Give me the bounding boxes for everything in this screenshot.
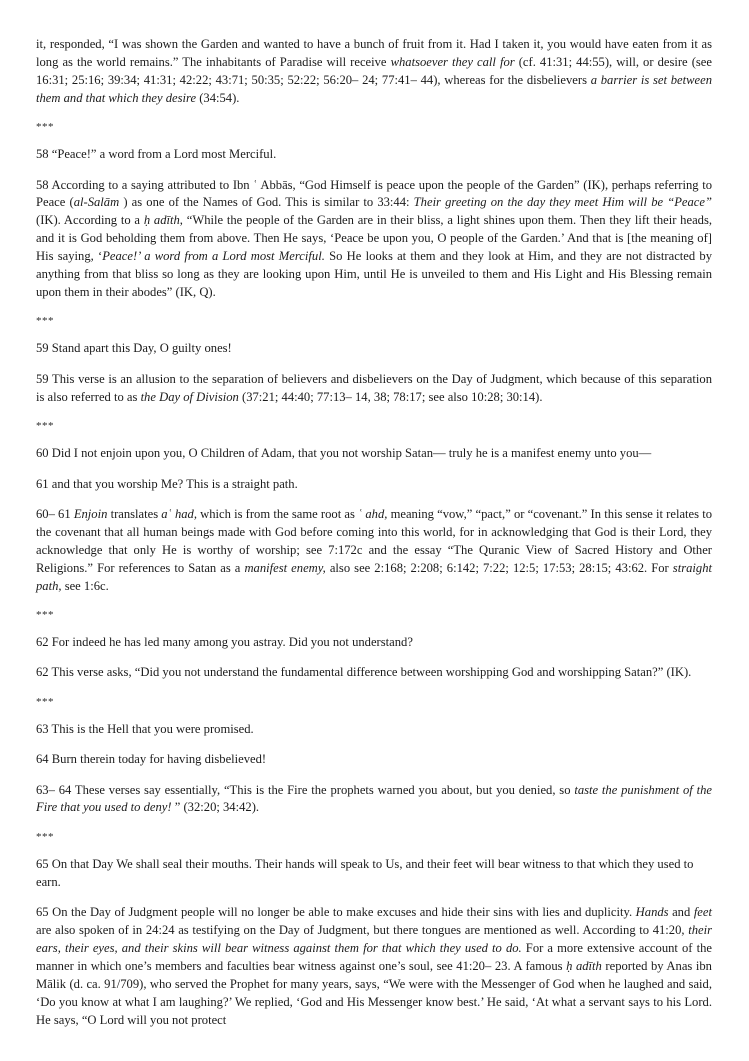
italic-run: Enjoin	[73, 506, 108, 521]
commentary-63-64	[36, 782, 712, 818]
text-run: 63– 64 These verses say essentially, “This is the Fire the prophets warned you about, but you denied, so	[36, 782, 575, 797]
italic-run: manifest enemy,	[244, 560, 326, 575]
text-run: 62 This verse asks, “Did you not understand the fundamental difference between worshipping God and worshipping Satan?” (IK).	[36, 665, 692, 680]
commentary-65	[36, 904, 712, 1029]
italic-run: ḥ adīth	[143, 213, 180, 228]
commentary-59	[36, 371, 712, 407]
italic-run: al-Salām	[73, 195, 120, 210]
verse-63	[36, 721, 712, 739]
verse-61	[36, 476, 712, 494]
italic-run: ḥ adīth	[566, 958, 602, 973]
text-run: see 1:6c.	[61, 578, 109, 593]
text-run: 59 Stand apart this Day, O guilty ones!	[36, 341, 232, 356]
section-separator: ***	[36, 420, 54, 433]
text-run: (34:54).	[196, 90, 240, 105]
text-run: ” (32:20; 34:42).	[171, 800, 260, 815]
text-run: are also spoken of in 24:24 as testifying on the Day of Judgment, but there tongues are mentioned as well. According to 41:20,	[36, 923, 689, 938]
italic-run: aʿ had,	[161, 506, 197, 521]
italic-run: their ears, their eyes, and their skins will bear witness against them for that which they used to do.	[36, 923, 712, 955]
italic-run: ʿ ahd,	[358, 506, 388, 521]
text-run: So He looks at them and they look at Him, and they are not distracted by anything from that bliss so long as they are looking upon Him, until He is unveiled to them and His Light and His Blessing remain upon them in their abodes” (IK, Q).	[36, 249, 713, 299]
text-run: meaning “vow,” “pact,” or “covenant.” In this sense it relates to the covenant that all human beings made with God before coming into this world, for in acknowledging that God is their Lord, they acknowledge that only He is worthy of worship; see 7:172c and the essay “The Quranic View of Sacred History and Other Religions.” For references to Satan as a	[36, 506, 712, 575]
text-run: and	[668, 905, 694, 920]
text-run: 58 “Peace!” a word from a Lord most Merciful.	[36, 147, 277, 162]
italic-run: straight path,	[36, 560, 712, 593]
text-run: (IK). According to a	[36, 213, 144, 228]
section-separator: ***	[36, 608, 54, 621]
text-run: 65 On that Day We shall seal their mouths. Their hands will speak to Us, and their feet will bear witness to that which they used to earn.	[36, 856, 694, 889]
text-run: , “While the people of the Garden are in their bliss, a light shines upon them. Then they lift their heads, and it is God beholding them from above. Then He says, ‘Peace be upon you, O people of the Garden.’ And that is [the meaning of] His saying, ‘	[36, 213, 713, 264]
verse-59	[36, 340, 712, 358]
verse-60	[36, 445, 712, 463]
text-run: 59 This verse is an allusion to the separation of believers and disbelievers on the Day of Judgment, which because of this separation is also referred to as	[36, 371, 712, 404]
verse-62	[36, 634, 712, 652]
text-run: ) as one of the Names of God. This is similar to 33:44:	[119, 195, 414, 210]
section-separator: ***	[36, 830, 54, 843]
italic-run: feet	[693, 905, 712, 920]
text-run: 65 On the Day of Judgment people will no longer be able to make excuses and hide their sins with lies and duplicity.	[36, 905, 636, 920]
commentary-58	[36, 177, 712, 302]
text-run: 58 According to a saying attributed to Ibn ʿ Abbās, “God Himself is peace upon the people of the Garden” (IK), perhaps referring to Peace (	[36, 177, 712, 210]
italic-run: taste the punishment of the Fire that you used to deny!	[36, 782, 713, 815]
text-run: reported by Anas ibn Mālik (d. ca. 91/709), who served the Prophet for many years, says, “We were with the Messenger of God when he laughed and said, ‘Do you know at what I am laughing?’ We replied, ‘God and His Messenger know best.’ He said, ‘At what a servant says to his Lord. He says, “O Lord will you not protect	[36, 958, 712, 1027]
italic-run: whatsoever they call for	[390, 54, 515, 69]
text-run: 61 and that you worship Me? This is a straight path.	[36, 476, 298, 491]
italic-run: Their greeting on the day they meet Him will be “Peace”	[413, 195, 712, 210]
page-content	[36, 36, 712, 1030]
commentary-60-61	[36, 506, 712, 596]
text-run: 60– 61	[36, 506, 74, 521]
commentary-62	[36, 664, 712, 682]
text-run: it, responded, “I was shown the Garden and wanted to have a bunch of fruit from it. Had I taken it, you would have eaten from it as long as the world remains.” The inhabitants of Paradise will receive	[36, 37, 712, 69]
text-run: (cf. 41:31; 44:55), will, or desire (see 16:31; 25:16; 39:34; 41:31; 42:22; 43:71; 50:35; 52:22; 56:20– 24; 77:41– 44), whereas for the disbelievers	[36, 54, 712, 87]
verse-65	[36, 856, 712, 892]
text-run: which is from the same root as	[197, 506, 359, 521]
section-separator: ***	[36, 695, 54, 708]
text-run: 60 Did I not enjoin upon you, O Children of Adam, that you not worship Satan— truly he is a manifest enemy unto you—	[36, 446, 652, 461]
text-run: 64 Burn therein today for having disbelieved!	[36, 752, 267, 767]
italic-run: Peace!’ a word from a Lord most Merciful.	[102, 249, 325, 264]
text-run: also see 2:168; 2:208; 6:142; 7:22; 12:5; 17:53; 28:15; 43:62. For	[325, 560, 673, 575]
italic-run: the Day of Division	[140, 389, 239, 404]
text-run: For a more extensive account of the manner in which one’s members and faculties bear witness against one’s soul, see 41:20– 23. A famous	[36, 941, 712, 973]
text-run: 63 This is the Hell that you were promised.	[36, 721, 254, 736]
italic-run: a barrier is set between them and that which they desire	[36, 72, 712, 105]
verse-58	[36, 146, 712, 164]
paragraph-continued-57	[36, 36, 712, 108]
italic-run: Hands	[635, 905, 669, 920]
section-separator: ***	[36, 315, 54, 328]
text-run: translates	[107, 506, 162, 521]
text-run: 62 For indeed he has led many among you astray. Did you not understand?	[36, 634, 413, 649]
verse-64	[36, 751, 712, 769]
section-separator: ***	[36, 121, 54, 134]
text-run: (37:21; 44:40; 77:13– 14, 38; 78:17; see also 10:28; 30:14).	[238, 389, 543, 404]
